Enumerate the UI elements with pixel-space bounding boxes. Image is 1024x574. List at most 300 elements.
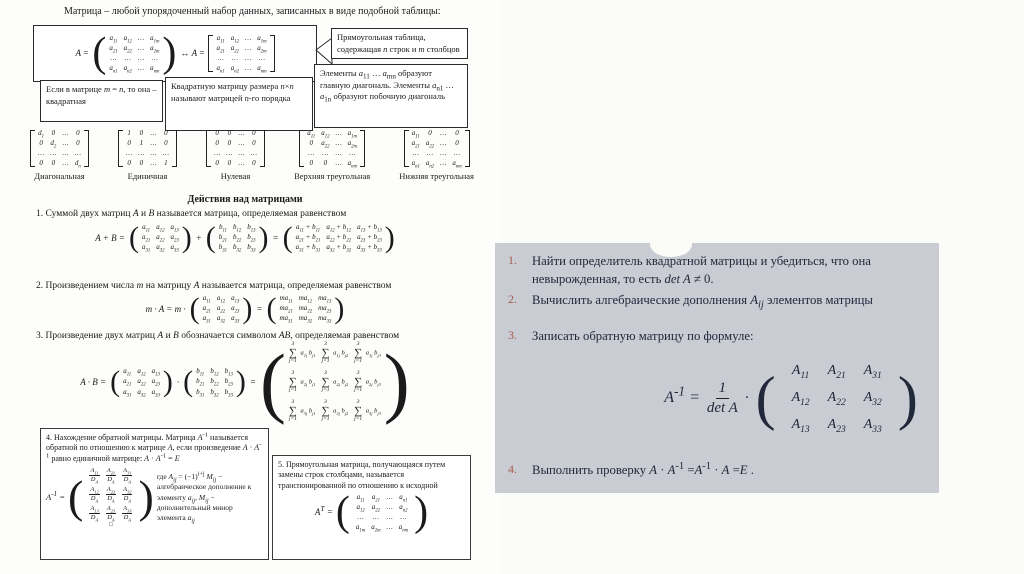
note-order-matrix: Квадратную матрицу размера n×n называют матрицей n-го порядка (165, 77, 313, 131)
inverse-matrix-box (40, 428, 269, 560)
matrix-cell: 0 (39, 139, 43, 148)
matrix-cell: $a_{13} + b_{13}$ (357, 223, 382, 234)
note-square-matrix: Если в матрице m = n, то она – квадратная (40, 80, 163, 122)
paren-right: ) (181, 220, 192, 254)
step-text: Записать обратную матрицу по формуле: (532, 329, 754, 343)
matrix-cell: 0 (127, 159, 131, 168)
matrix-cell: $a_{22}$ (425, 139, 435, 150)
matrix-cell: … (62, 149, 69, 158)
matrix-cell: $a_{33}$ (231, 314, 240, 325)
matrix-cell: $a_{22}$ (137, 377, 146, 388)
matrix-cell: 0 (215, 139, 219, 148)
formula-lhs: $A^T$ = (314, 504, 333, 518)
paren-left: ( (67, 471, 84, 523)
matrix-cell: $b_{23}$ (247, 233, 256, 244)
step-item (495, 253, 924, 288)
rule-scalar-text: 2. Произведением числа m на матрицу A называется матрица, определяемая равенством (36, 281, 392, 291)
operator-dot: · (744, 389, 749, 406)
matrix-cell: $a_{2m}$ (347, 139, 357, 150)
matrix-cell: … (349, 149, 356, 158)
paren-right: ) (162, 365, 173, 398)
matrix-cell: … (150, 129, 157, 137)
matrix-cell: 0 (227, 159, 232, 168)
bracket-right (360, 130, 365, 167)
matrix-cell: 0 (139, 129, 144, 137)
matrix-cell: $a_{nm}$ (452, 159, 462, 170)
matrix-cell: … (440, 129, 447, 137)
matrix-cell: 3 ∑ j=1 $a_{3j}$ $b_{j3}$ (354, 399, 381, 422)
matrix-cell: $a_{13}$ (151, 367, 160, 378)
paren-right: ) (897, 365, 918, 431)
matrix-cell: $a_{22}$ (230, 43, 239, 55)
matrix-cell: $A_{32}$ (863, 389, 882, 408)
matrix-cell: $a_{31}$ (123, 387, 132, 398)
bracket-right (172, 130, 177, 167)
fraction-one-over-det (707, 379, 738, 418)
matrix-cell: $\frac{A_{21}}{D_A}$ (106, 467, 116, 484)
matrix-cell: 0 (215, 129, 219, 137)
matrix-cell: $a_{31}$ (141, 243, 151, 254)
matrix-cell: 1 (164, 159, 168, 168)
matrix-cell: $a_{11}$ (356, 493, 365, 504)
matrix-cell: $ma_{11}$ (279, 294, 293, 305)
matrix-cell: $b_{12}$ (233, 223, 242, 234)
matrix-bracket-form (208, 34, 274, 73)
paren-right: ) (414, 489, 429, 536)
matrix-cell: 0 (76, 129, 80, 137)
matrix-cell: $a_{n1}$ (399, 493, 408, 504)
matrix-cell: $a_{23}$ (231, 304, 240, 315)
matrix-cell: $a_{n2}$ (230, 64, 239, 75)
matrix-cell: 0 (164, 129, 168, 137)
matrix-cell: $d_2$ (50, 139, 57, 150)
matrix-cell: … (150, 139, 157, 148)
matrix-cell: $a_{1m}$ (347, 129, 357, 140)
section-heading-actions: Действия над матрицами (187, 194, 303, 205)
matrix-cell: $a_{n1}$ (411, 159, 420, 170)
matrix-cell: … (258, 54, 265, 62)
matrix-cell: $a_{22}$ (371, 503, 380, 514)
matrix-cell: $\frac{A_{12}}{D_A}$ (90, 486, 99, 503)
operator-equals: = (272, 232, 279, 243)
matrix-cell: $a_{n2}$ (399, 503, 408, 514)
matrix-upper-triangular (294, 129, 370, 181)
matrix-cell: … (62, 139, 69, 148)
matrix-cell: $a_{1m}$ (150, 33, 160, 45)
paren-left: ( (755, 365, 776, 431)
paren-left: ( (266, 291, 277, 325)
matrix-cell: … (137, 54, 145, 62)
matrix-cell: … (244, 43, 252, 52)
matrix-cell: $b_{11}$ (218, 223, 227, 234)
matrix-cell: … (400, 513, 407, 522)
matrix-cell: $a_{22}$ (321, 139, 330, 150)
matrix-cell: $a_{12}$ (216, 294, 226, 305)
matrix-cell: $A_{11}$ (791, 362, 810, 381)
matrix-cell: $\frac{A_{31}}{D_A}$ (123, 467, 132, 484)
matrix-cell: $a_{21}$ (123, 377, 132, 388)
matrix-types-row (30, 129, 474, 181)
matrix-cell: $a_{23}$ (151, 377, 160, 388)
matrix-cell: 3 ∑ j=1 $a_{2j}$ $b_{j3}$ (354, 370, 381, 393)
matrix-cell: $a_{1m}$ (355, 523, 366, 534)
matrix-cell: $a_{22}$ (216, 304, 226, 315)
matrix-cell: 0 (323, 159, 328, 168)
paren-left: ( (189, 291, 200, 325)
cofactor-note: где $A_{ij} = (-1)^{i+j}$ $M_{ij}$ − алгебраическое дополнение к элементу $a_{ij}$, $M_{ij}$ − дополнительный минор элемента $a_{ij}$ (156, 470, 252, 525)
matrix-cell: … (357, 513, 364, 522)
matrix-cell: … (126, 149, 133, 158)
matrix-cell: $b_{32}$ (210, 387, 219, 398)
matrix-cell: $a_{11}$ (109, 33, 118, 45)
paren-right: ) (334, 291, 345, 325)
inverse-formula (643, 343, 939, 453)
matrix-cell: $a_{nm}$ (398, 523, 409, 534)
matrix-cell: $a_{32}$ (137, 387, 146, 398)
matrix-cell: 0 (51, 159, 56, 168)
matrix-cell: 3 ∑ j=1 $a_{2j}$ $b_{j1}$ (288, 370, 316, 393)
matrix-cell: $\frac{A_{22}}{D_A}$ (106, 486, 116, 503)
matrix-cell: 0 (51, 129, 56, 137)
matrix-cell: … (308, 149, 315, 158)
matrix-type-label: Верхняя треугольная (294, 171, 371, 182)
matrix-type-label: Нулевая (220, 171, 251, 182)
paren-right: ) (242, 291, 253, 325)
operator-equals: = (249, 377, 256, 387)
bracket-right (84, 130, 89, 167)
matrix-cell: $a_{21}$ (109, 43, 118, 55)
paren-right: ) (235, 365, 246, 398)
matrix-cell: $a_{22}$ (123, 43, 132, 55)
bracket-right (270, 35, 275, 72)
paren-left: ( (92, 29, 107, 76)
transpose-formula (278, 489, 465, 536)
formula-lhs: A · B = (80, 377, 107, 387)
matrix-cell: 3 ∑ j=1 $a_{1j}$ $b_{j1}$ (288, 341, 316, 364)
fraction-numerator: 1 (716, 379, 730, 399)
step-text: Вычислить алгебраические дополнения $A_{ij}$ элементов матрицы (532, 293, 873, 311)
matrix-cell: $a_{33}$ (170, 243, 179, 254)
operator-equals: = (256, 303, 263, 314)
matrix-cell: 0 (252, 139, 256, 148)
matrix-cell: 0 (455, 139, 459, 148)
matrix-cell: … (440, 139, 447, 148)
matrix-cell: … (322, 149, 329, 158)
matrix-cell: $a_{nm}$ (150, 64, 160, 75)
matrix-cell: $a_{11}$ (202, 294, 211, 305)
matrix-cell: … (38, 149, 45, 158)
matrix-cell: $a_{21}$ (411, 139, 420, 150)
matrix-cell: … (335, 129, 342, 137)
matrix-cell: … (137, 64, 145, 73)
inverse-matrix-text: 4. Нахождение обратной матрицы. Матрица $A^{-1}$ называется обратной по отношению к матрице A, если произведение $A \cdot A^{-1}$ равно единичной матрице: $A \cdot A^{-1} = E$ (46, 431, 262, 463)
matrix-cell: … (214, 149, 221, 158)
matrix-cell: $a_{n1}$ (109, 64, 118, 75)
matrix-cell: $a_{21}$ (216, 43, 225, 55)
matrix-cell: 3 ∑ j=1 $a_{1j}$ $b_{j2}$ (321, 341, 349, 364)
matrix-cell: $ma_{12}$ (298, 294, 313, 305)
paren-right: ) (138, 471, 154, 523)
transpose-text: 5. Прямоугольная матрица, получающаяся путем замены строк столбцами, называется транспонированной по отношению к исходной (278, 460, 446, 490)
matrix-cell: $a_{2m}$ (371, 523, 381, 534)
matrix-cell: $ma_{33}$ (318, 314, 332, 325)
matrix-cell: … (74, 149, 81, 158)
paren-left: ( (205, 220, 216, 254)
matrix-cell: … (50, 149, 57, 158)
matrix-cell: … (62, 159, 69, 168)
matrix-cell: $a_{13}$ (170, 223, 179, 234)
step-number: 2. (508, 292, 517, 306)
matrix-cell: … (440, 149, 447, 158)
matrix-cell: $a_{12}$ (137, 367, 146, 378)
matrix-cell: $ma_{32}$ (298, 314, 313, 325)
matrix-cell: $a_{22} + b_{22}$ (326, 233, 352, 244)
matrix-cell: … (453, 149, 461, 158)
matrix-cell: $a_{12}$ (156, 223, 165, 234)
matrix-cell: … (238, 139, 245, 148)
matrix-cell: $a_{33} + b_{33}$ (357, 243, 382, 254)
matrix-cell: $A_{13}$ (791, 417, 810, 435)
inverse-matrix-formula (46, 467, 263, 528)
matrix-cell: $b_{32}$ (233, 243, 242, 254)
step-item (495, 462, 924, 480)
matrix-cell: 0 (428, 129, 432, 137)
matrix-cell: $a_{23} + b_{23}$ (357, 233, 382, 244)
matrix-cell: $A_{31}$ (863, 362, 882, 381)
matrix-cell: … (386, 503, 393, 512)
matrix-cell: $b_{21}$ (218, 233, 228, 244)
paren-left: ( (335, 489, 350, 536)
paren-left: ( (282, 220, 293, 254)
matrix-cell: $a_{11}$ (142, 223, 151, 234)
callout-rectangular-table: Прямоугольная таблица, содержащая n строк и m столбцов (331, 28, 468, 59)
matrix-cell: $b_{13}$ (247, 223, 256, 234)
formula-scalar (0, 291, 490, 325)
matrix-cell: $a_{31} + b_{31}$ (295, 243, 321, 254)
matrix-cell: … (150, 149, 157, 158)
matrix-cell: … (335, 159, 342, 168)
matrix-cell: … (372, 513, 379, 522)
matrix-cell: … (138, 149, 145, 158)
matrix-cell: $b_{13}$ (224, 367, 233, 378)
matrix-cell: $a_{32}$ (156, 243, 165, 254)
matrix-cell: $a_{13}$ (231, 294, 240, 305)
matrix-cell: $A_{22}$ (827, 389, 846, 408)
matrix-cell: $a_{2m}$ (150, 43, 160, 55)
matrix-cell: $b_{31}$ (196, 387, 205, 398)
matrix-cell: 3 ∑ j=1 $a_{2j}$ $b_{j2}$ (321, 370, 349, 393)
matrix-cell: 0 (227, 129, 232, 137)
matrix-type-label: Диагональная (34, 171, 85, 182)
matrix-cell: 0 (127, 139, 131, 148)
matrix-cell: $b_{33}$ (224, 387, 233, 398)
matrix-cell: … (386, 493, 393, 502)
matrix-cell: … (124, 54, 131, 62)
operator-dot: · (176, 377, 180, 387)
matrix-cell: $ma_{23}$ (318, 304, 332, 315)
definition-map-arrow: ↔ A = (180, 48, 205, 59)
matrix-cell: 0 (455, 129, 459, 137)
matrix-cell: $a_{21}$ (202, 304, 211, 315)
matrix-cell: $A_{33}$ (863, 417, 882, 435)
matrix-cell: 0 (39, 159, 43, 168)
matrix-cell: $a_{11}$ (123, 367, 132, 378)
matrix-cell: $a_{21}$ (141, 233, 151, 244)
matrix-cell: 1 (139, 139, 144, 148)
paren-left: ( (110, 365, 121, 398)
matrix-cell: $b_{33}$ (247, 243, 256, 254)
matrix-parenthesis-form (92, 29, 177, 76)
matrix-cell: $a_{31}$ (202, 314, 211, 325)
matrix-cell: $a_{12}$ (230, 33, 239, 45)
matrix-cell: $b_{21}$ (196, 377, 205, 388)
matrix-identity (118, 129, 177, 181)
matrix-cell: $a_{21} + b_{21}$ (295, 233, 321, 244)
matrix-cell: … (226, 149, 233, 158)
step-item (495, 292, 924, 310)
paren-left: ( (259, 337, 286, 425)
matrix-type-label: Нижняя треугольная (399, 171, 474, 182)
matrix-cell: … (231, 54, 238, 62)
formula-lhs: A + B = (95, 232, 125, 243)
matrix-cell: … (150, 159, 157, 168)
formula-lhs: $A^{-1}$ = (46, 490, 65, 503)
matrix-type-label: Единичная (127, 171, 168, 182)
matrix-cell: … (238, 129, 245, 137)
matrix-cell: $ma_{13}$ (318, 294, 332, 305)
matrix-cell: $a_{23}$ (170, 233, 179, 244)
definition-lhs: A = (75, 48, 89, 59)
matrix-zero (206, 129, 265, 181)
formula-lhs: $A^{-1}$ = (664, 383, 700, 406)
matrix-cell: … (151, 54, 158, 62)
matrix-cell: $b_{12}$ (210, 367, 219, 378)
matrix-cell: … (110, 54, 117, 62)
matrix-cell: $a_{11}$ (216, 33, 225, 45)
matrix-cell: $d_n$ (74, 159, 81, 170)
matrix-cell: $a_{12}$ (321, 129, 330, 140)
matrix-cell: $a_{12}$ (356, 503, 365, 514)
matrix-cell: … (386, 513, 393, 522)
matrix-cell: $\frac{A_{23}}{D_A}$ (106, 505, 116, 522)
transpose-matrix-box (272, 455, 471, 560)
matrix-cell: … (137, 43, 145, 52)
matrix-cell: … (162, 149, 169, 158)
paren-left: ( (183, 365, 194, 398)
matrix-cell: 3 ∑ j=1 $a_{1j}$ $b_{j3}$ (354, 341, 381, 364)
matrix-cell: $a_{32} + b_{32}$ (326, 243, 352, 254)
matrix-cell: $d_1$ (38, 129, 45, 140)
matrix-cell: $\frac{A_{13}}{D_A}$ (90, 505, 99, 522)
matrix-cell: $ma_{22}$ (298, 304, 313, 315)
matrix-cell: $a_{21}$ (371, 493, 380, 504)
matrix-cell: $\frac{A_{33}}{D_A}$ (123, 505, 132, 522)
matrix-cell: 0 (252, 159, 256, 168)
matrix-cell: $a_{n1}$ (216, 64, 225, 75)
document-title: Матрица – любой упорядоченный набор данных, записанных в виде подобной таблицы: (64, 6, 441, 17)
note-diagonals: Элементы $a_{11}$ … $a_{mn}$ образуют главную диагональ. Элементы $a_{n1}$ … $a_{1n}$ образуют побочную диагональ (314, 64, 468, 128)
matrix-cell: … (440, 159, 447, 168)
matrix-cell: … (217, 54, 224, 62)
matrix-cell: … (386, 523, 393, 532)
matrix-cell: $b_{31}$ (218, 243, 228, 254)
matrix-cell: $a_{n2}$ (123, 64, 132, 75)
matrix-cell: $b_{11}$ (196, 367, 205, 378)
step-text: Выполнить проверку $A \cdot A^{-1} =A^{-1} \cdot A =E$ . (532, 460, 754, 477)
matrix-cell: $a_{11} + b_{11}$ (295, 223, 320, 234)
step-number: 4. (508, 462, 517, 476)
matrix-cell: 1 (127, 129, 131, 137)
step-number: 1. (508, 253, 517, 267)
matrix-cell: 0 (309, 159, 313, 168)
scan-artifact-square: □ (109, 521, 113, 528)
paren-right: ) (383, 337, 410, 425)
matrix-cell: $A_{21}$ (827, 362, 846, 381)
matrix-cell: … (244, 64, 252, 73)
matrix-cell: $a_{n2}$ (425, 159, 435, 170)
matrix-definition-box (33, 25, 317, 82)
matrix-cell: 0 (139, 159, 144, 168)
matrix-cell: $a_{33}$ (151, 387, 160, 398)
matrix-cell: 3 ∑ j=1 $a_{3j}$ $b_{j1}$ (288, 399, 316, 422)
formula-product (0, 337, 490, 425)
matrix-cell: 0 (227, 139, 232, 148)
fraction-denominator: det A (706, 399, 738, 416)
paren-right: ) (384, 220, 395, 254)
matrix-cell: $a_{11}$ (411, 129, 420, 140)
matrix-cell: $b_{22}$ (233, 233, 242, 244)
matrix-cell: $\frac{A_{11}}{D_A}$ (90, 467, 99, 484)
matrix-cell: … (335, 139, 342, 148)
matrix-cell: $A_{23}$ (827, 417, 846, 435)
matrix-cell: $a_{nm}$ (347, 159, 357, 170)
rule-sum-text: 1. Суммой двух матриц A и B называется матрица, определяемая равенством (36, 209, 347, 219)
matrix-cell: $a_{32}$ (216, 314, 226, 325)
matrix-cell: $b_{23}$ (224, 377, 233, 388)
matrix-cell: 3 ∑ j=1 $a_{3j}$ $b_{j2}$ (321, 399, 349, 422)
matrix-cell: $A_{12}$ (791, 389, 810, 408)
formula-lhs: m · A = m · (145, 303, 186, 314)
matrix-cell: … (412, 149, 419, 158)
matrix-cell: $a_{22}$ (156, 233, 165, 244)
step-number: 3. (508, 328, 517, 342)
matrix-cell: $a_{12} + b_{12}$ (326, 223, 352, 234)
matrix-cell: $a_{nm}$ (257, 64, 267, 75)
matrix-diagonal (30, 129, 89, 181)
matrix-cell: $b_{22}$ (210, 377, 219, 388)
matrix-cell: 0 (164, 139, 168, 148)
matrix-cell: 0 (252, 129, 256, 137)
step-text: Найти определитель квадратной матрицы и убедиться, что она невырожденная, то есть det A ≠ 0. (532, 254, 871, 286)
matrix-cell: … (426, 149, 434, 158)
formula-sum (0, 220, 490, 254)
matrix-cell: 0 (309, 139, 313, 148)
inverse-algorithm-panel (495, 243, 939, 493)
matrix-cell: $a_{12}$ (123, 33, 132, 45)
matrix-cell: 0 (215, 159, 219, 168)
matrix-cell: … (244, 54, 252, 62)
matrix-theory-document (0, 0, 500, 574)
matrix-cell: … (238, 159, 245, 168)
matrix-cell: $ma_{21}$ (279, 304, 293, 315)
matrix-cell: … (335, 149, 342, 158)
paren-right: ) (162, 29, 177, 76)
matrix-cell: … (62, 129, 69, 137)
matrix-cell: $a_{1m}$ (257, 33, 267, 45)
matrix-cell: … (137, 33, 145, 42)
matrix-cell: … (238, 149, 245, 158)
bracket-right (260, 130, 265, 167)
